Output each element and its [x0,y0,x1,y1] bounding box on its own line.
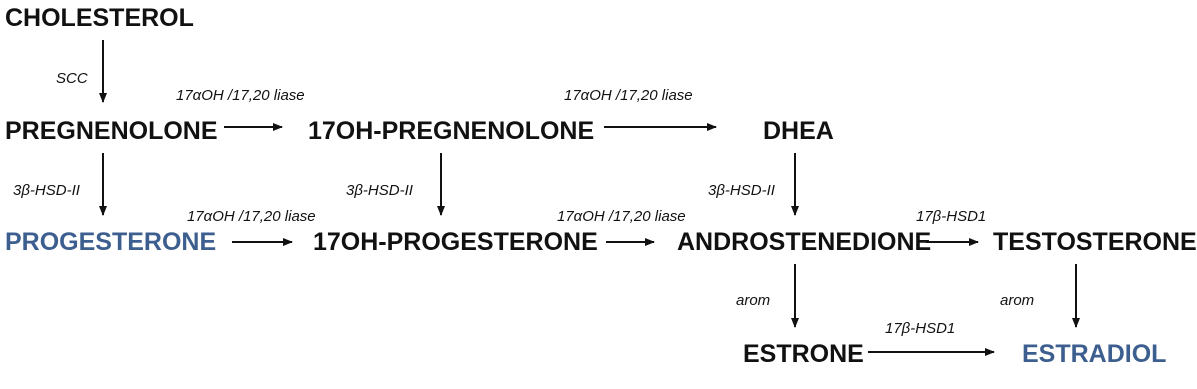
node-androstenedione: ANDROSTENEDIONE [677,228,932,256]
node-progesterone: PROGESTERONE [5,228,217,256]
node-estrone: ESTRONE [743,340,864,368]
enzyme-label-17b-hsd1-1: 17β-HSD1 [916,208,987,225]
node-estradiol: ESTRADIOL [1022,340,1167,368]
enzyme-label-scc: SCC [56,70,88,87]
node-pregnenolone: PREGNENOLONE [5,117,218,145]
enzyme-label-lyase-3: 17αOH /17,20 liase [187,208,316,225]
enzyme-label-3b-hsd-2: 3β-HSD-II [346,182,413,199]
enzyme-label-arom-2: arom [1000,292,1035,309]
enzyme-label-3b-hsd-3: 3β-HSD-II [708,182,775,199]
enzyme-label-17b-hsd1-2: 17β-HSD1 [885,320,956,337]
node-dhea: DHEA [763,117,834,145]
node-testosterone: TESTOSTERONE [993,228,1197,256]
enzyme-label-lyase-2: 17αOH /17,20 liase [564,87,693,104]
enzyme-label-3b-hsd-1: 3β-HSD-II [13,182,80,199]
node-17oh-pregnenolone: 17OH-PREGNENOLONE [308,117,595,145]
node-cholesterol: CHOLESTEROL [5,4,194,32]
enzyme-label-lyase-1: 17αOH /17,20 liase [176,87,305,104]
enzyme-label-lyase-4: 17αOH /17,20 liase [557,208,686,225]
node-17oh-progesterone: 17OH-PROGESTERONE [313,228,598,256]
enzyme-label-arom-1: arom [736,292,771,309]
